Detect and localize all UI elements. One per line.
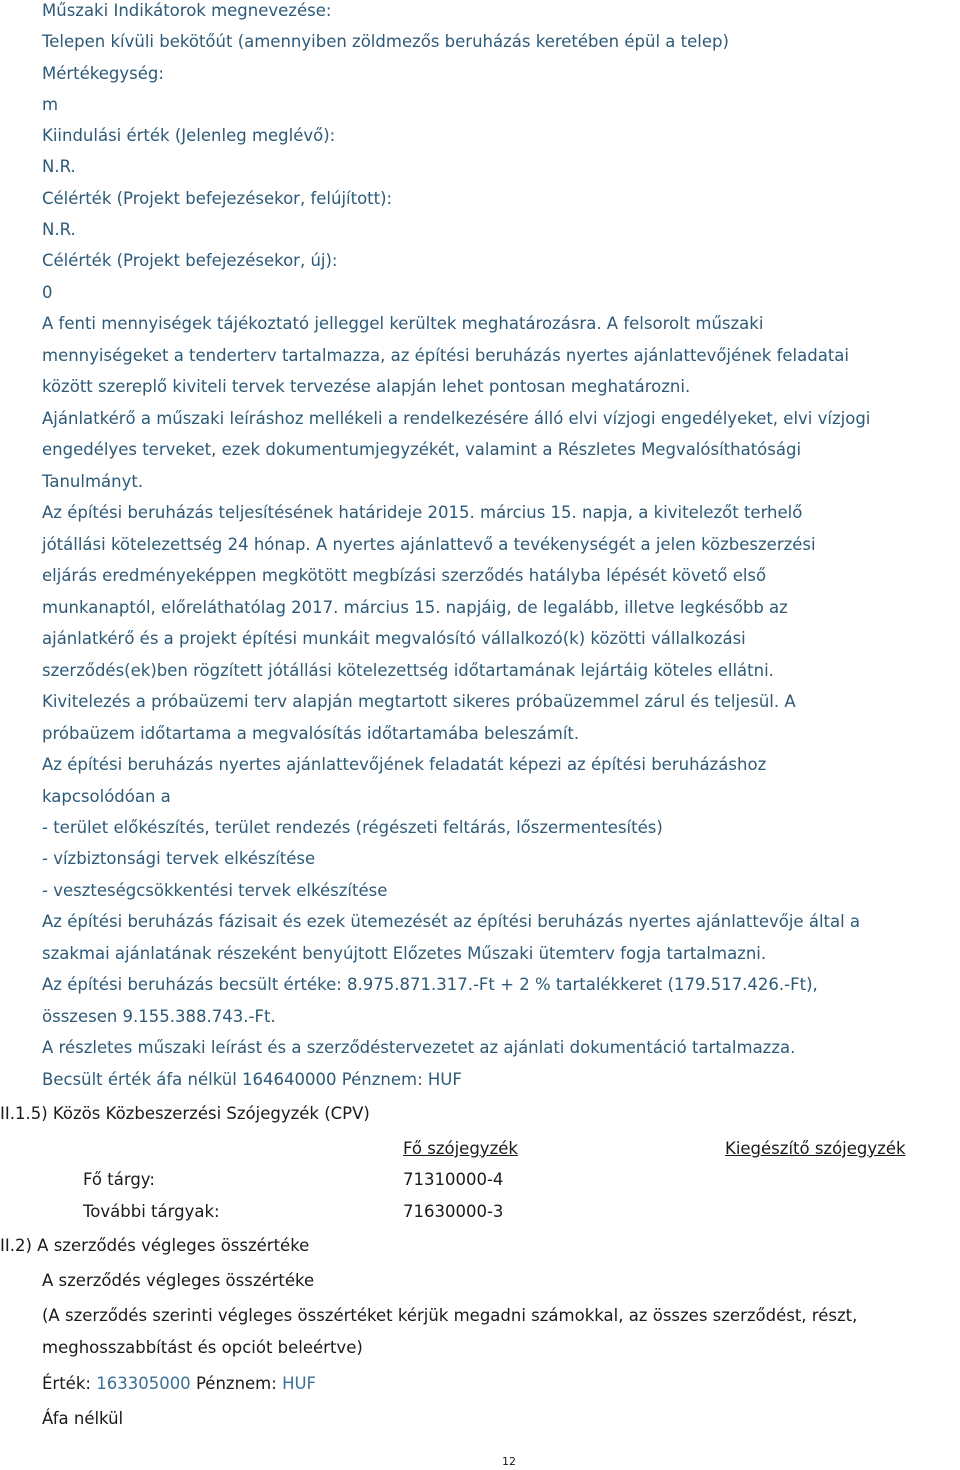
body-line: próbaüzem időtartama a megvalósítás időtartamába beleszámít. [42, 724, 580, 743]
body-line: ajánlatkérő és a projekt építési munkáit megvalósító vállalkozó(k) közötti vállalkozási [42, 629, 746, 648]
body-line: között szereplő kiviteli tervek tervezése alapján lehet pontosan meghatározni. [42, 377, 691, 396]
body-line: engedélyes terveket, ezek dokumentumjegyzékét, valamint a Részletes Megvalósíthatósági [42, 440, 802, 459]
page-number: 12 [502, 1455, 516, 1468]
additional-subject-code: 71630000-3 [403, 1202, 504, 1221]
body-line: jótállási kötelezettség 24 hónap. A nyertes ajánlattevő a tevékenységét a jelen közbeszerzési [42, 535, 816, 554]
contract-value-note-1: (A szerződés szerinti végleges összértéket kérjük megadni számokkal, az összes szerződést, részt, [42, 1306, 858, 1325]
body-line: mennyiségeket a tenderterv tartalmazza, az építési beruházás nyertes ajánlattevőjének feladatai [42, 346, 849, 365]
unit-label: Mértékegység: [42, 64, 164, 83]
value-amount: 163305000 [96, 1374, 191, 1393]
target-new-value: 0 [42, 283, 53, 302]
body-line: - vízbiztonsági tervek elkészítése [42, 849, 316, 868]
body-line: Ajánlatkérő a műszaki leíráshoz mellékeli a rendelkezésére álló elvi vízjogi engedélyeket, elvi vízjogi [42, 409, 871, 428]
unit-value: m [42, 95, 59, 114]
main-subject-label: Fő tárgy: [83, 1170, 155, 1189]
body-line: - veszteségcsökkentési tervek elkészítése [42, 881, 388, 900]
contract-value-subheading: A szerződés végleges összértéke [42, 1271, 315, 1290]
cpv-heading: II.1.5) Közös Közbeszerzési Szójegyzék (CPV) [0, 1104, 370, 1123]
value-label: Érték: [42, 1374, 91, 1393]
body-line: A részletes műszaki leírást és a szerződéstervezetet az ajánlati dokumentáció tartalmazza. [42, 1038, 796, 1057]
contract-value-line [42, 1373, 316, 1395]
baseline-value: N.R. [42, 157, 76, 176]
currency-label: Pénznem: [195, 1374, 277, 1393]
body-line: szakmai ajánlatának részeként benyújtott Előzetes Műszaki ütemterv fogja tartalmazni. [42, 944, 767, 963]
contract-value-heading: II.2) A szerződés végleges összértéke [0, 1236, 310, 1255]
target-renovated-value: N.R. [42, 220, 76, 239]
body-line: - terület előkészítés, terület rendezés (régészeti feltárás, lőszermentesítés) [42, 818, 663, 837]
cpv-col-supp: Kiegészítő szójegyzék [725, 1139, 906, 1158]
main-subject-code: 71310000-4 [403, 1170, 504, 1189]
body-line: kapcsolódóan a [42, 787, 171, 806]
body-line: összesen 9.155.388.743.-Ft. [42, 1007, 276, 1026]
body-line: Kivitelezés a próbaüzemi terv alapján megtartott sikeres próbaüzemmel zárul és teljesül. A [42, 692, 796, 711]
indicator-name-label: Műszaki Indikátorok megnevezése: [42, 1, 332, 20]
currency-value: HUF [282, 1374, 317, 1393]
additional-subject-label: További tárgyak: [83, 1202, 220, 1221]
body-line: munkanaptól, előreláthatólag 2017. március 15. napjáig, de legalább, illetve legkésőbb az [42, 598, 788, 617]
body-line: Az építési beruházás becsült értéke: 8.975.871.317.-Ft + 2 % tartalékkeret (179.517.426.-Ft), [42, 975, 818, 994]
target-renovated-label: Célérték (Projekt befejezésekor, felújított): [42, 189, 393, 208]
contract-value-note-2: meghosszabbítást és opciót beleértve) [42, 1338, 363, 1357]
body-line: Az építési beruházás nyertes ajánlattevőjének feladatát képezi az építési beruházáshoz [42, 755, 767, 774]
target-new-label: Célérték (Projekt befejezésekor, új): [42, 251, 338, 270]
body-line: Becsült érték áfa nélkül 164640000 Pénznem: HUF [42, 1070, 462, 1089]
body-line: Tanulmányt. [42, 472, 144, 491]
body-line: Az építési beruházás fázisait és ezek ütemezését az építési beruházás nyertes ajánlattevője által a [42, 912, 861, 931]
indicator-name-value: Telepen kívüli bekötőút (amennyiben zöldmezős beruházás keretében épül a telep) [42, 32, 729, 51]
baseline-label: Kiindulási érték (Jelenleg meglévő): [42, 126, 336, 145]
body-line: szerződés(ek)ben rögzített jótállási kötelezettség időtartamának lejártáig köteles ellátni. [42, 661, 774, 680]
body-line: Az építési beruházás teljesítésének határideje 2015. március 15. napja, a kivitelezőt terhelő [42, 503, 803, 522]
cpv-col-main: Fő szójegyzék [403, 1139, 518, 1158]
vat-note: Áfa nélkül [42, 1409, 124, 1428]
body-line: eljárás eredményeképpen megkötött megbízási szerződés hatályba lépését követő első [42, 566, 767, 585]
body-line: A fenti mennyiségek tájékoztató jelleggel kerültek meghatározásra. A felsorolt műszaki [42, 314, 764, 333]
